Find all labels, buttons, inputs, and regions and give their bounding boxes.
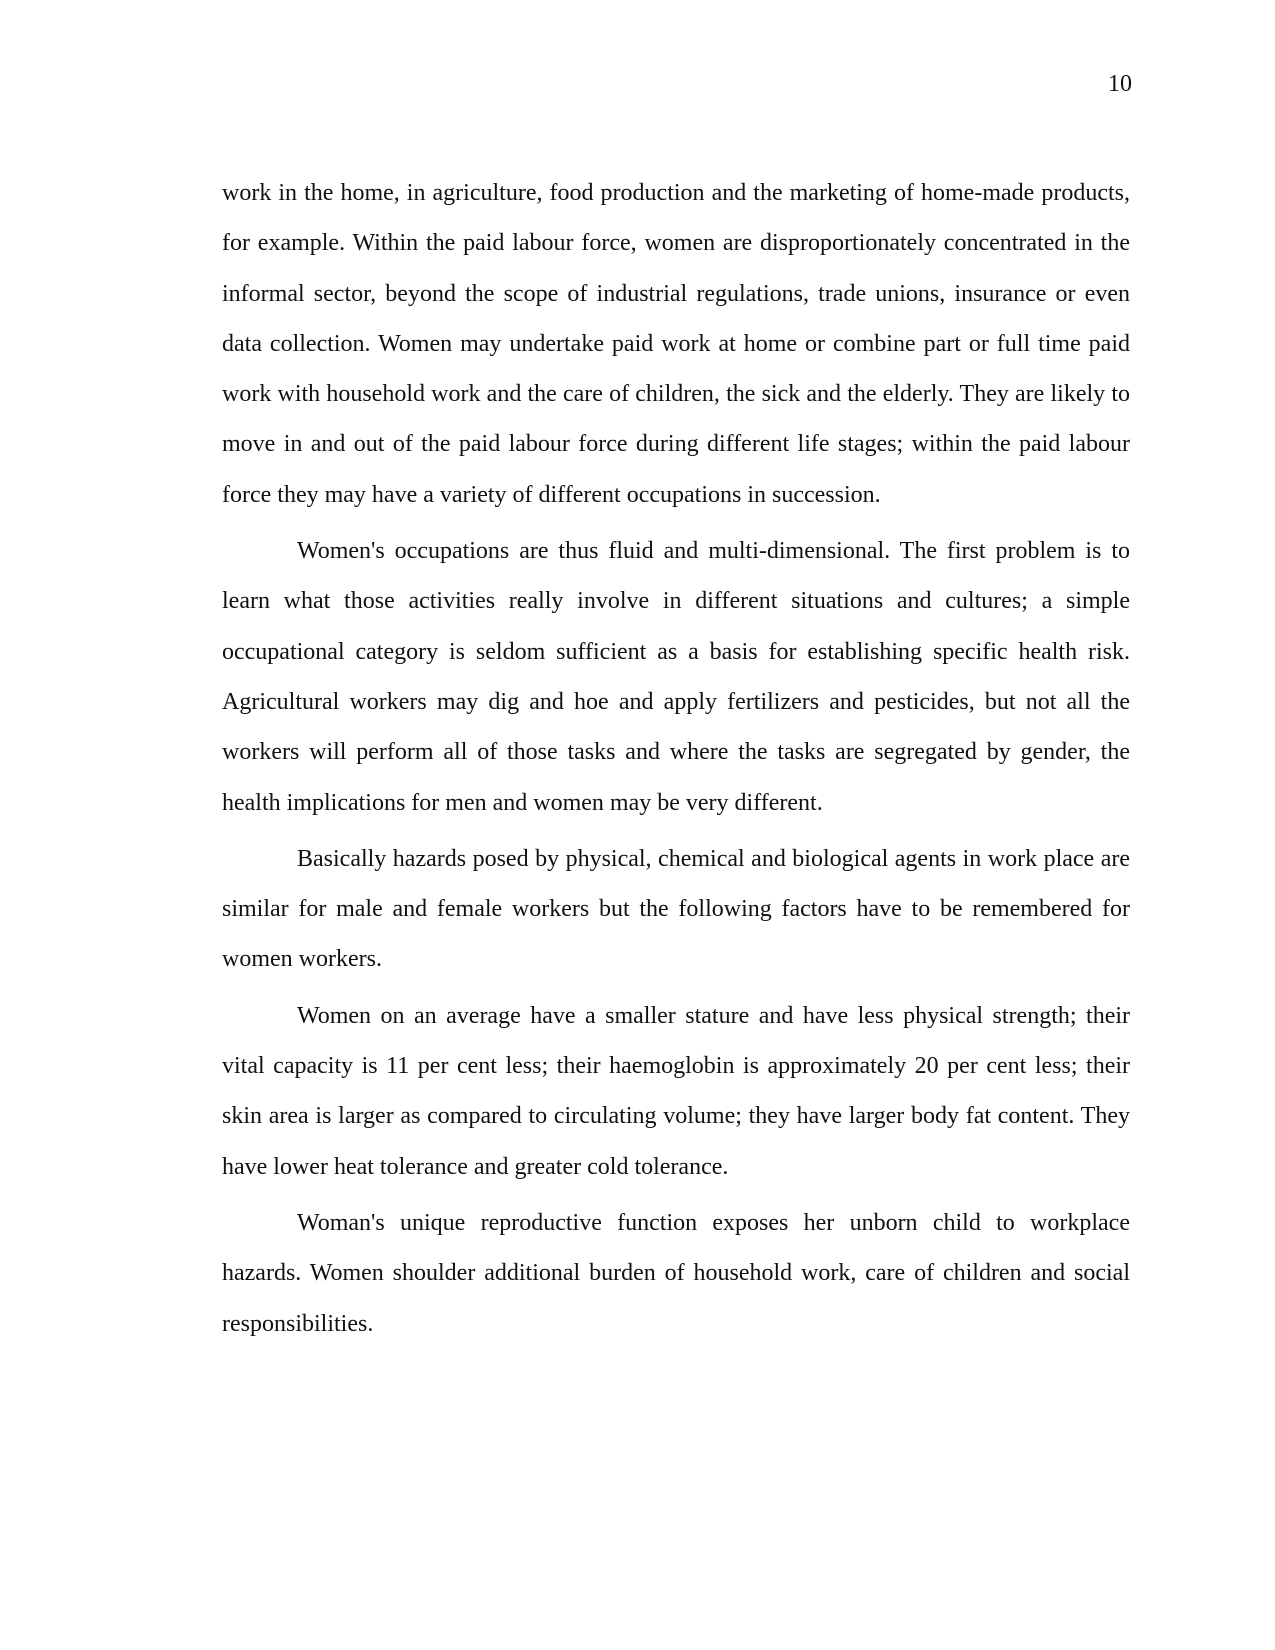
paragraph-occupations: Women's occupations are thus fluid and multi-dimensional. The first problem is to learn what those activities really involve in different situations and cultures; a simple occupational category is seldom sufficient as a basis for establishing specific health risk. Agricultural workers may dig and hoe and apply fertilizers and pesticides, but not all the workers will perform all of those tasks and where the tasks are segregated by gender, the health implications for men and women may be very different. bbox=[222, 538, 1130, 816]
page-number: 10 bbox=[1108, 71, 1132, 97]
paragraph-continuation: work in the home, in agriculture, food production and the marketing of home-made products, for example. Within the paid labour force, women are disproportionately concentrated in the informal sector, beyond the scope of industrial regulations, trade unions, insurance or even data collection. Women may undertake paid work at home or combine part or full time paid work with household work and the care of children, the sick and the elderly. They are likely to move in and out of the paid labour force during different life stages; within the paid labour force they may have a variety of different occupations in succession. bbox=[222, 180, 1130, 508]
paragraph-reproductive: Woman's unique reproductive function exposes her unborn child to workplace hazards. Women shoulder additional burden of household work, care of children and social responsibilities. bbox=[222, 1209, 1130, 1337]
paragraph-hazards: Basically hazards posed by physical, chemical and biological agents in work place are similar for male and female workers but the following factors have to be remembered for women workers. bbox=[222, 845, 1130, 973]
paragraph-physiology: Women on an average have a smaller stature and have less physical strength; their vital capacity is 11 per cent less; their haemoglobin is approximately 20 per cent less; their skin area is larger as compared to circulating volume; they have larger body fat content. They have lower heat tolerance and greater cold tolerance. bbox=[222, 1002, 1130, 1180]
document-body bbox=[222, 168, 1130, 1355]
